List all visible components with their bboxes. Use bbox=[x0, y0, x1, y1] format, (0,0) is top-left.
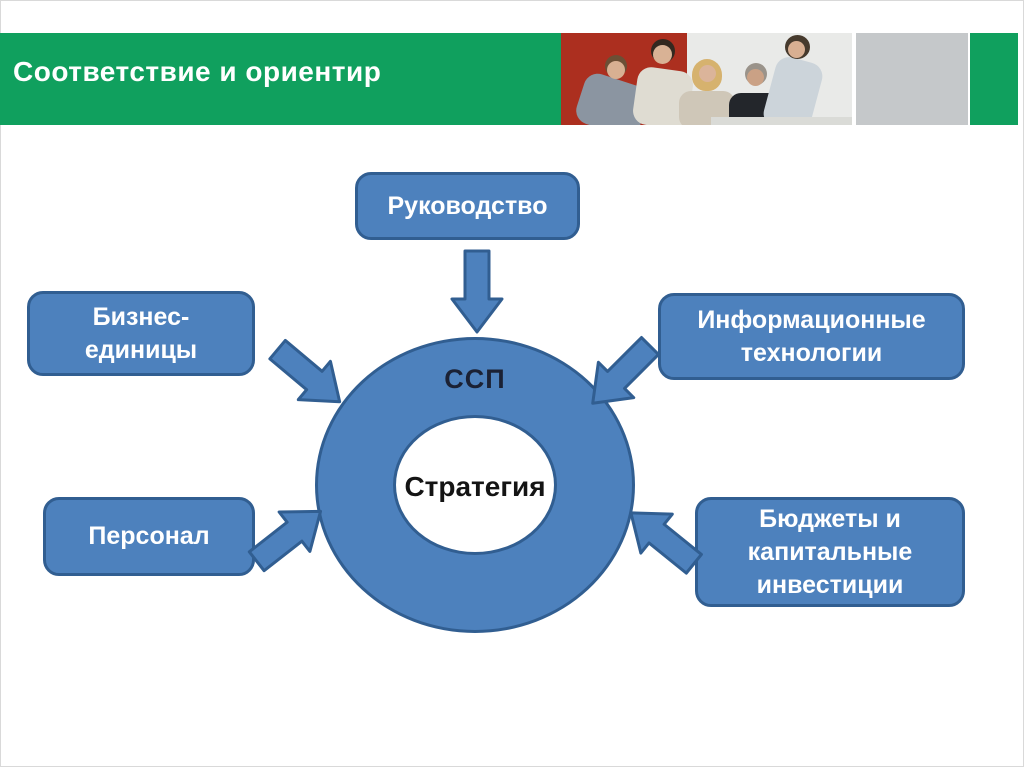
center-label: Стратегия bbox=[404, 471, 546, 502]
box-biznes-edinicy bbox=[27, 291, 255, 376]
box-label: инвестиции bbox=[756, 570, 904, 599]
box-label: капитальные bbox=[747, 537, 913, 566]
box-label: Персонал bbox=[88, 522, 210, 550]
box-personal bbox=[43, 497, 255, 576]
slide-title: Соответствие и ориентир bbox=[13, 56, 382, 87]
person-silhouette bbox=[653, 45, 672, 64]
person-silhouette bbox=[788, 41, 805, 58]
title-band bbox=[0, 33, 561, 125]
box-label: единицы bbox=[84, 335, 198, 364]
header-gray-block bbox=[856, 33, 968, 125]
box-label: Информационные bbox=[697, 305, 926, 334]
header-photo bbox=[561, 33, 852, 125]
person-silhouette bbox=[761, 54, 826, 125]
arrow-down-icon bbox=[449, 249, 505, 335]
box-rukovodstvo bbox=[355, 172, 580, 240]
header-green-block bbox=[970, 33, 1018, 125]
person-silhouette bbox=[699, 65, 716, 82]
box-label: Руководство bbox=[387, 191, 548, 220]
box-label: Бизнес- bbox=[92, 302, 190, 331]
person-silhouette bbox=[747, 69, 764, 86]
person-silhouette bbox=[607, 61, 625, 79]
ring-label: ССП bbox=[444, 364, 506, 394]
box-informacionnye-tehnologii bbox=[658, 293, 965, 380]
box-byudzhety-investicii bbox=[695, 497, 965, 607]
table-silhouette bbox=[711, 117, 852, 125]
box-label: технологии bbox=[740, 338, 883, 367]
box-label: Бюджеты и bbox=[759, 504, 901, 533]
